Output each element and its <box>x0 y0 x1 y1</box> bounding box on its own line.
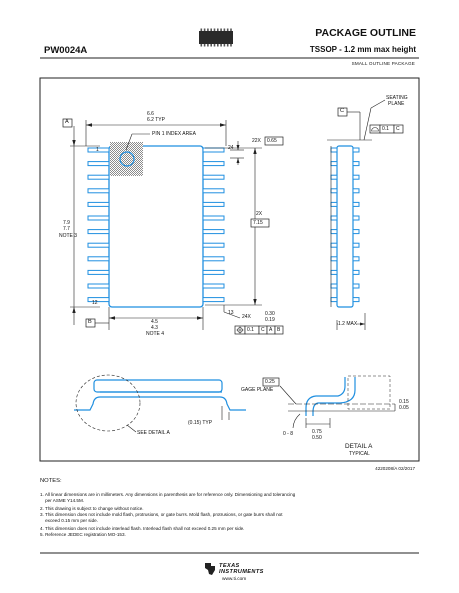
lead <box>353 243 359 247</box>
chip-pin <box>214 44 216 47</box>
foot-length-1: 0.75 <box>312 429 322 435</box>
standoff-2: 0.05 <box>399 405 409 411</box>
chip-pin <box>204 29 206 32</box>
span-count: 2X <box>256 211 263 217</box>
lead <box>331 189 337 193</box>
drawing-frame <box>40 78 419 461</box>
lead <box>331 257 337 261</box>
length-dim-2: 7.7 <box>63 226 70 232</box>
see-detail-label: SEE DETAIL A <box>137 430 170 436</box>
lead <box>203 148 224 152</box>
detail-title: DETAIL A <box>345 443 373 450</box>
lead <box>88 189 109 193</box>
chip-icon <box>199 29 233 47</box>
foot-typ-label: (0.15) TYP <box>188 420 213 426</box>
angle-label: 0 - 8 <box>283 431 294 437</box>
seating-plane-label-2: PLANE <box>388 101 405 107</box>
lead <box>88 202 109 206</box>
body-width-note: NOTE 4 <box>146 331 165 337</box>
lead <box>331 270 337 274</box>
position-tol: 0.1 <box>247 327 254 333</box>
max-height: 1.2 MAX <box>338 321 358 327</box>
logo-text-2: INSTRUMENTS <box>219 569 264 575</box>
note-line: 2. This drawing is subject to change without notice. <box>40 506 144 511</box>
pitch-count: 22X <box>252 138 261 144</box>
width-dim-1: 6.6 <box>147 111 154 117</box>
chip-pin <box>214 29 216 32</box>
lead <box>353 189 359 193</box>
chip-pin <box>227 44 229 47</box>
note-line: 3. This dimension does not include mold flash, protrusions, or gate burrs. Mold flash, protrusions, or gate burrs shall not <box>40 512 283 517</box>
pin-1-label: 1 <box>96 147 99 153</box>
lead <box>353 162 359 166</box>
body-width-2: 4.3 <box>151 325 158 331</box>
right-leads <box>203 148 224 302</box>
lead <box>203 298 224 302</box>
note-line: 4. This dimension does not include interlead flash. Interlead flash shall not exceed 0.25 mm per side. <box>40 526 245 531</box>
lead <box>353 257 359 261</box>
datum-a-label: A <box>65 119 69 125</box>
lead <box>203 257 224 261</box>
note-line: exceed 0.15 mm per side. <box>40 518 98 523</box>
standoff-1: 0.15 <box>399 399 409 405</box>
package-code: PW0024A <box>44 45 88 56</box>
dimension-arrows <box>72 123 256 320</box>
length-dim-1: 7.9 <box>63 220 70 226</box>
package-category: SMALL OUTLINE PACKAGE <box>351 61 415 66</box>
lead <box>331 298 337 302</box>
lead <box>88 243 109 247</box>
pin-13-label: 13 <box>228 310 234 316</box>
datum-c-label: C <box>340 108 345 114</box>
lead <box>88 216 109 220</box>
position-tolerance-frame <box>235 326 283 334</box>
chip-pin <box>201 29 203 32</box>
length-note: NOTE 3 <box>59 233 78 239</box>
flatness-datum: C <box>396 126 400 132</box>
lead <box>353 175 359 179</box>
seating-plane-label-1: SEATING <box>386 95 408 101</box>
foot-length-2: 0.50 <box>312 435 322 441</box>
lead <box>203 270 224 274</box>
chip-pin <box>210 44 212 47</box>
lead <box>203 243 224 247</box>
lead <box>331 230 337 234</box>
lead <box>353 284 359 288</box>
chip-pin <box>207 44 209 47</box>
lead <box>353 298 359 302</box>
lead <box>353 230 359 234</box>
document-reference: 4220208/A 02/2017 <box>375 466 415 471</box>
position-datum-b: B <box>277 327 281 333</box>
ti-logo-icon <box>203 562 217 576</box>
lead <box>331 284 337 288</box>
note-line: 1. All linear dimensions are in millimeters. Any dimensions in parenthesis are for reference only. Dimensioning and tolerancing <box>40 492 296 497</box>
lead <box>331 202 337 206</box>
datum-b-label: B <box>88 319 92 325</box>
left-leads <box>88 148 109 302</box>
chip-pin <box>227 29 229 32</box>
lead <box>331 162 337 166</box>
notes-title: NOTES: <box>40 478 62 484</box>
lead <box>331 243 337 247</box>
gage-value: 0.25 <box>265 379 275 385</box>
detail-sub: TYPICAL <box>349 451 370 457</box>
lead <box>353 148 359 152</box>
span-value: 7.15 <box>253 220 263 226</box>
lead <box>203 230 224 234</box>
lead <box>88 230 109 234</box>
lead <box>331 216 337 220</box>
chip-pin <box>210 29 212 32</box>
top-view <box>88 142 224 307</box>
body-width-1: 4.5 <box>151 319 158 325</box>
lead <box>331 175 337 179</box>
chip-pin <box>217 44 219 47</box>
page-title: PACKAGE OUTLINE <box>315 27 416 39</box>
lead <box>203 284 224 288</box>
flatness-value: 0.1 <box>382 126 389 132</box>
lead-width-1: 0.30 <box>265 311 275 317</box>
pitch-value: 0.65 <box>267 138 277 144</box>
lead <box>203 216 224 220</box>
pin1-index-area <box>110 142 143 176</box>
lead <box>331 148 337 152</box>
lead <box>88 270 109 274</box>
pin1-index-label: PIN 1 INDEX AREA <box>152 131 196 137</box>
chip-pin <box>207 29 209 32</box>
lead <box>203 162 224 166</box>
lead <box>203 175 224 179</box>
pin-12-label: 12 <box>92 300 98 306</box>
lead <box>353 270 359 274</box>
lead-count: 24X <box>242 314 251 320</box>
lead <box>88 175 109 179</box>
package-subtitle: TSSOP - 1.2 mm max height <box>309 45 416 54</box>
note-line: 5. Reference JEDEC registration MO-153. <box>40 532 126 537</box>
chip-pin <box>201 44 203 47</box>
chip-pin <box>220 29 222 32</box>
lead <box>88 257 109 261</box>
footer-url: www.ti.com <box>222 577 247 582</box>
lead <box>353 216 359 220</box>
chip-pin <box>204 44 206 47</box>
chip-pin <box>230 29 232 32</box>
lead <box>353 202 359 206</box>
chip-pin <box>224 29 226 32</box>
note-line: per ASME Y14.5M. <box>40 498 85 503</box>
chip-pin <box>224 44 226 47</box>
chip-pin <box>220 44 222 47</box>
lead-end-view <box>74 375 246 432</box>
chip-pin <box>217 29 219 32</box>
width-dim-2: 6.2 TYP <box>147 117 165 123</box>
detail-a <box>280 376 395 428</box>
lead <box>88 284 109 288</box>
gage-plane-label: GAGE PLANE <box>241 387 274 393</box>
pin-24-label: 24 <box>228 145 234 151</box>
lead <box>203 202 224 206</box>
lead <box>88 162 109 166</box>
lead <box>203 189 224 193</box>
lead-width-2: 0.19 <box>265 317 275 323</box>
position-datum-a: A <box>269 327 273 333</box>
chip-pin <box>230 44 232 47</box>
logo-text-1: TEXAS <box>219 563 240 569</box>
position-datum-c: C <box>261 327 265 333</box>
side-view <box>327 100 385 330</box>
